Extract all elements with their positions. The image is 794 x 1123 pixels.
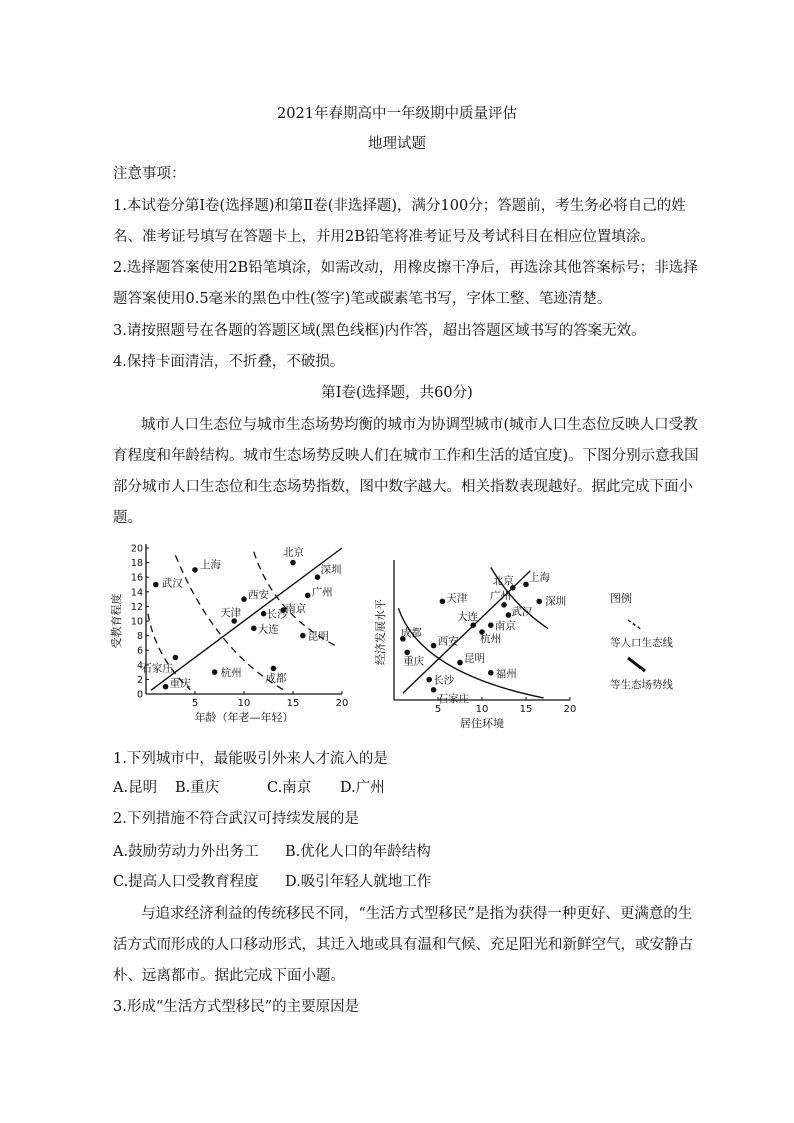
ecological-potential-chart <box>373 560 576 730</box>
city-point <box>506 612 512 618</box>
intro-line: 部分城市人口生态位和生态场势指数，图中数字越大。相关指数表现越好。据此完成下面小 <box>113 479 693 495</box>
city-point <box>305 593 311 599</box>
y-tick-label: 6 <box>136 645 143 657</box>
note-line: 1.本试卷分第Ⅰ卷(选择题)和第Ⅱ卷(非选择题)，满分100分；答题前，考生务必将自己的姓 <box>113 198 686 214</box>
city-point <box>271 666 277 672</box>
x-tick-label: 10 <box>475 704 489 715</box>
city-point <box>173 655 179 661</box>
question-1-option-d[interactable]: D.广州 <box>340 780 385 796</box>
city-label: 深圳 <box>545 595 567 608</box>
legend-solid-swatch <box>628 658 645 671</box>
city-point <box>536 599 542 605</box>
x-tick-label: 20 <box>563 704 577 715</box>
city-label: 大连 <box>257 623 279 636</box>
intro-line: 题。 <box>113 510 142 526</box>
note-line: 2.选择题答案使用2B铅笔填涂，如需改动，用橡皮擦干净后，再选涂其他答案标号；非选择 <box>113 260 698 276</box>
y-tick-label: 4 <box>136 660 143 672</box>
question-3-stem: 3.形成“生活方式型移民”的主要原因是 <box>113 999 360 1015</box>
x-tick-label: 15 <box>519 704 533 715</box>
city-label: 杭州 <box>480 633 501 645</box>
y-tick-label: 18 <box>130 558 143 570</box>
city-label: 深圳 <box>320 564 342 577</box>
city-point <box>431 643 437 649</box>
city-point <box>300 633 306 639</box>
city-label: 重庆 <box>169 677 191 690</box>
exam-subject: 地理试题 <box>368 136 426 152</box>
city-point <box>431 687 437 693</box>
city-label: 福州 <box>495 667 517 680</box>
note-line: 3.请按照题号在各题的答题区域(黑色线框)内作答，超出答题区域书写的答案无效。 <box>113 323 646 339</box>
city-label: 石家庄 <box>437 692 470 705</box>
city-label: 广州 <box>311 586 333 599</box>
city-label: 南京 <box>494 620 516 633</box>
intro-line: 育程度和年龄结构。城市生态场势反映人们在城市工作和生活的适宜度)。下图分别示意我国 <box>113 448 699 464</box>
city-label: 重庆 <box>403 655 425 668</box>
city-label: 石家庄 <box>141 662 173 675</box>
city-label: 上海 <box>200 558 221 571</box>
y-tick-label: 10 <box>130 616 143 628</box>
city-label: 武汉 <box>161 577 183 590</box>
city-label: 杭州 <box>220 667 242 680</box>
city-label: 西安 <box>437 635 459 648</box>
question-1-stem: 1.下列城市中，最能吸引外来人才流入的是 <box>113 751 388 767</box>
x-axis-label: 年龄（年老—年轻） <box>194 711 294 724</box>
city-label: 长沙 <box>433 674 455 687</box>
city-label: 北京 <box>492 574 514 587</box>
city-label: 天津 <box>446 592 468 605</box>
question-1-option-c[interactable]: C.南京 <box>267 780 312 796</box>
legend-item-label: 等人口生态线 <box>610 637 673 649</box>
city-label: 广州 <box>490 589 511 602</box>
city-point <box>488 670 494 676</box>
passage-line: 与追求经济利益的传统移民不同，“生活方式型移民”是指为获得一种更好、更满意的生 <box>141 906 693 922</box>
city-point <box>192 567 198 573</box>
city-label: 天津 <box>220 607 242 619</box>
question-2-option-c[interactable]: C.提高人口受教育程度 <box>113 874 259 890</box>
city-point <box>231 618 237 624</box>
y-tick-label: 8 <box>136 631 143 643</box>
city-label: 武汉 <box>511 606 533 618</box>
note-line: 4.保持卡面清洁，不折叠，不破损。 <box>113 354 345 370</box>
city-label: 昆明 <box>464 652 485 665</box>
legend-title: 图例 <box>610 592 632 605</box>
city-label: 南京 <box>285 603 307 616</box>
note-line: 题答案使用0.5毫米的黑色中性(签字)笔或碳素笔书写，字体工整、笔迹清楚。 <box>113 291 612 307</box>
city-point <box>261 611 267 617</box>
city-label: 西安 <box>248 589 269 602</box>
passage-line: 朴、远离都市。据此完成下面小题。 <box>113 968 345 984</box>
passage-line: 活方式而形成的人口移动形式，其迁入地或具有温和气候、充足阳光和新鲜空气，或安静古 <box>113 937 693 953</box>
city-label: 成都 <box>265 672 287 685</box>
question-1-option-b[interactable]: B.重庆 <box>175 780 220 796</box>
notes-heading: 注意事项： <box>113 166 186 182</box>
city-point <box>404 650 410 656</box>
city-label: 大连 <box>457 611 479 624</box>
city-point <box>241 596 247 602</box>
city-point <box>470 622 476 628</box>
question-2-option-d[interactable]: D.吸引年轻人就地工作 <box>285 874 432 890</box>
legend-item-label: 等生态场势线 <box>610 679 673 691</box>
city-point <box>163 684 169 690</box>
y-tick-label: 14 <box>130 587 143 599</box>
legend-dashed-swatch <box>628 620 642 630</box>
city-point <box>290 560 296 566</box>
city-point <box>501 602 507 608</box>
question-1-option-a[interactable]: A.昆明 <box>113 780 158 796</box>
city-point <box>426 677 432 683</box>
y-axis-label: 经济发展水平 <box>374 599 387 665</box>
city-point <box>523 582 529 588</box>
y-tick-label: 16 <box>130 572 143 584</box>
ecology-potential-line <box>151 548 342 690</box>
city-label: 长沙 <box>266 608 288 621</box>
question-2-stem: 2.下列措施不符合武汉可持续发展的是 <box>113 811 359 827</box>
city-label: 上海 <box>529 571 550 584</box>
question-2-option-a[interactable]: A.鼓励劳动力外出务工 <box>113 844 259 860</box>
y-tick-label: 20 <box>130 543 143 555</box>
city-point <box>251 626 257 632</box>
city-point <box>457 660 463 666</box>
city-label: 北京 <box>283 546 304 559</box>
section-heading: 第Ⅰ卷(选择题，共60分) <box>321 385 473 401</box>
intro-line: 城市人口生态位与城市生态场势均衡的城市为协调型城市(城市人口生态位反映人口受教 <box>141 417 698 433</box>
note-line: 名、准考证号填写在答题卡上，并用2B铅笔将准考证号及考试科目在相应位置填涂。 <box>113 229 655 245</box>
y-tick-label: 12 <box>130 601 143 613</box>
city-label: 昆明 <box>307 630 329 643</box>
city-point <box>488 622 494 628</box>
x-tick-label: 20 <box>335 698 349 709</box>
exam-title: 2021年春期高中一年级期中质量评估 <box>277 106 517 122</box>
x-tick-label: 15 <box>286 698 300 709</box>
city-label: 成都 <box>400 626 422 639</box>
population-niche-chart <box>110 544 348 725</box>
y-axis-label: 受教育程度 <box>110 593 123 649</box>
city-charts-figure <box>110 536 690 736</box>
y-tick-label: 0 <box>136 689 143 701</box>
city-point <box>153 582 159 588</box>
x-tick-label: 10 <box>237 698 251 709</box>
city-point <box>315 574 321 580</box>
question-2-option-b[interactable]: B.优化人口的年龄结构 <box>285 844 431 860</box>
city-point <box>212 669 218 675</box>
city-point <box>440 599 446 605</box>
x-tick-label: 5 <box>191 698 199 709</box>
x-tick-label: 5 <box>434 704 442 715</box>
x-axis-label: 居住环境 <box>460 717 504 730</box>
y-tick-label: 2 <box>136 674 143 686</box>
chart-legend <box>610 591 673 691</box>
